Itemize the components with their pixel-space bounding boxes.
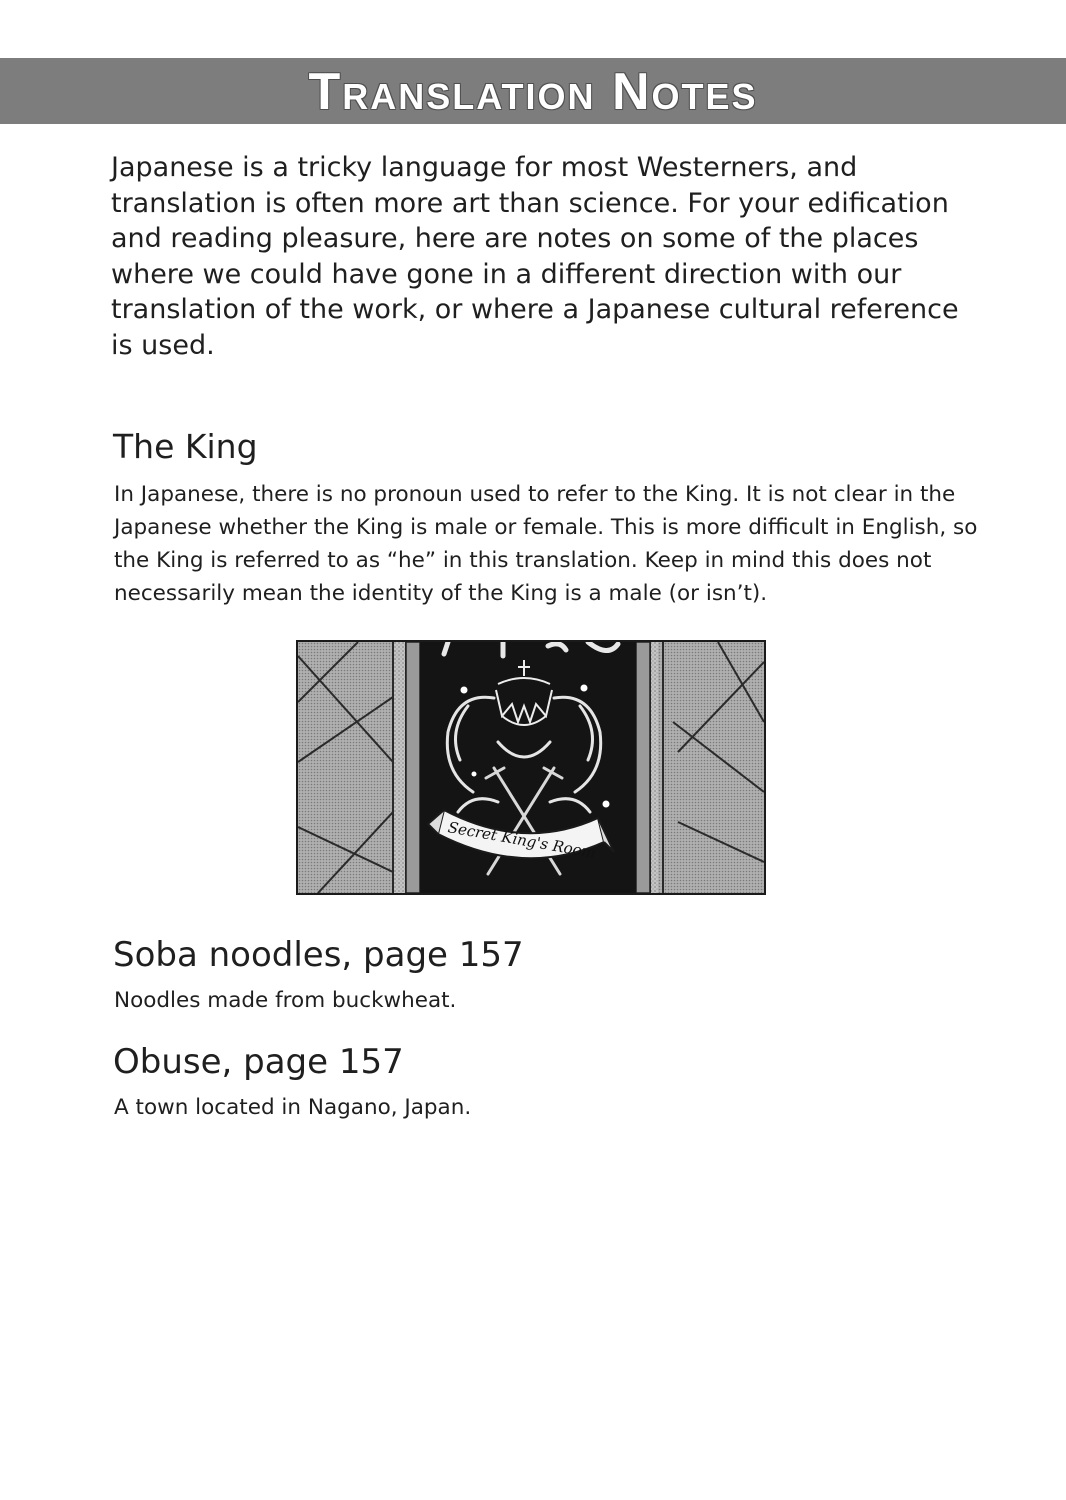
header-band — [0, 58, 1066, 124]
note-heading-the-king: The King — [113, 427, 258, 466]
page-title: Translation Notes — [308, 63, 758, 121]
banner-text: Secret King's Room — [446, 818, 598, 862]
note-body-obuse: A town located in Nagano, Japan. — [114, 1095, 472, 1120]
note-body-soba-noodles: Noodles made from buckwheat. — [114, 988, 457, 1013]
note-heading-obuse: Obuse, page 157 — [113, 1042, 404, 1082]
note-body-the-king: In Japanese, there is no pronoun used to refer to the King. It is not clear in the Japanese whether the King is male or female. This is more difficult in English, so the King is referred to as “he” in this translation. Keep in mind this does not necessarily mean the identity of the King is a male (or isn’t). — [114, 482, 978, 606]
intro-paragraph: Japanese is a tricky language for most Westerners, and translation is often more art than science. For your edification and reading pleasure, here are notes on some of the places where we could have gone in a different direction with our translation of the work, or where a Japanese cultural reference is used. — [111, 152, 959, 361]
manga-panel-drawing — [298, 642, 764, 893]
note-heading-soba-noodles: Soba noodles, page 157 — [113, 935, 524, 975]
manga-panel-illustration — [296, 640, 766, 895]
